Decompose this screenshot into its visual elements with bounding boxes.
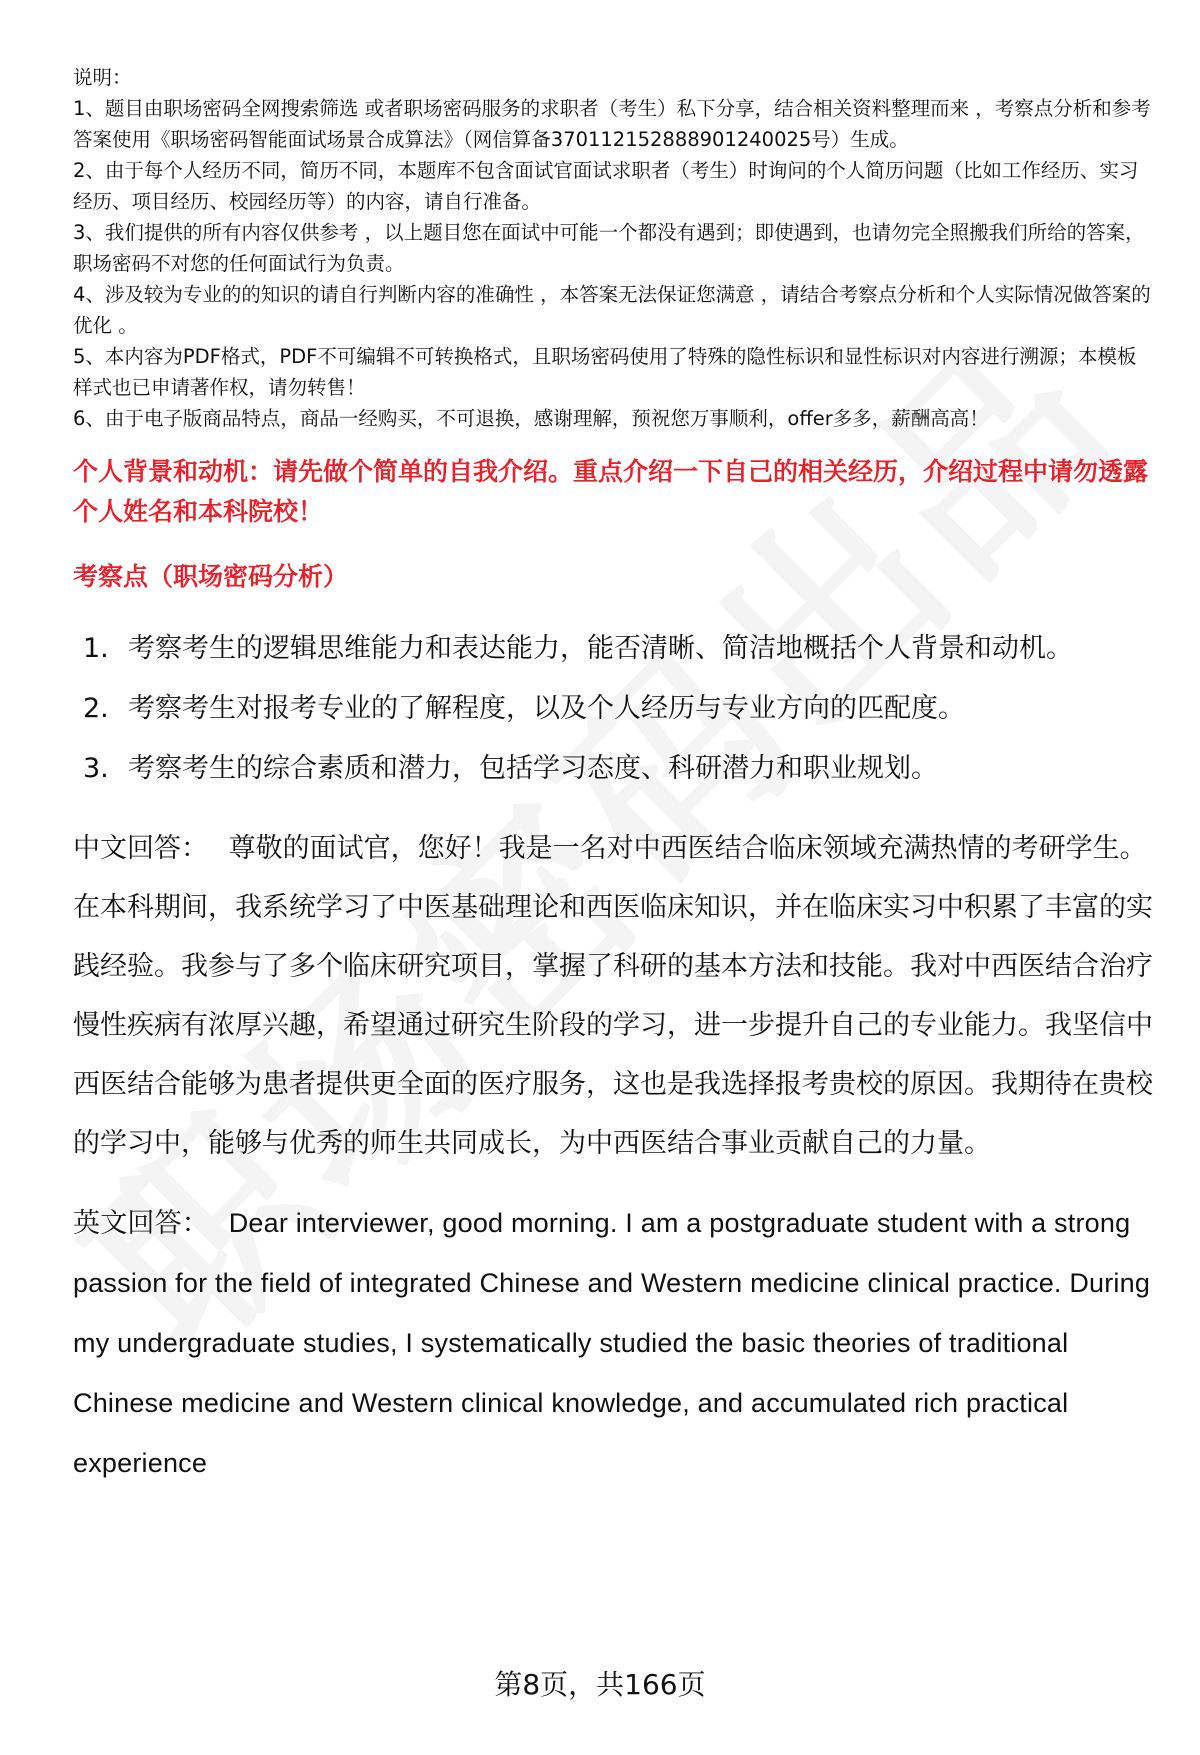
note-item: 4、涉及较为专业的的知识的请自行判断内容的准确性 ，本答案无法保证您满意 ，请结合考察点分析和个人实际情况做答案的优化 。 xyxy=(73,283,1151,337)
analysis-point xyxy=(73,679,1155,739)
analysis-point xyxy=(73,619,1155,679)
note-item: 1、题目由职场密码全网搜索筛选 或者职场密码服务的求职者（考生）私下分享，结合相关资料整理而来 ，考察点分析和参考答案使用《职场密码智能面试场景合成算法》（网信算备370112152888901240025号）生成。 xyxy=(73,97,1151,151)
point-text: 考察考生的综合素质和潜力，包括学习态度、科研潜力和职业规划。 xyxy=(128,753,938,784)
notes-heading: 说明： xyxy=(73,66,132,89)
chinese-answer xyxy=(73,819,1155,1173)
point-text: 考察考生的逻辑思维能力和表达能力，能否清晰、简洁地概括个人背景和动机。 xyxy=(128,633,1073,664)
english-answer-label: 英文回答： xyxy=(73,1208,209,1238)
note-item: 2、由于每个人经历不同，简历不同，本题库不包含面试官面试求职者（考生）时询问的个人简历问题（比如工作经历、实习经历、项目经历、校园经历等）的内容，请自行准备。 xyxy=(73,159,1139,213)
notes-section xyxy=(73,62,1155,434)
interview-question: 个人背景和动机：请先做个简单的自我介绍。重点介绍一下自己的相关经历，介绍过程中请勿透露个人姓名和本科院校！ xyxy=(73,457,1149,526)
chinese-answer-label: 中文回答： xyxy=(73,833,208,864)
note-item: 3、我们提供的所有内容仅供参考 ，以上题目您在面试中可能一个都没有遇到；即使遇到，也请勿完全照搬我们所给的答案，职场密码不对您的任何面试行为负责。 xyxy=(73,221,1145,275)
page-content xyxy=(73,62,1155,1493)
point-number: 3. xyxy=(83,753,109,784)
page-number: 第8页，共166页 xyxy=(494,1668,706,1701)
analysis-title: 考察点（职场密码分析） xyxy=(73,562,349,591)
point-number: 2. xyxy=(83,693,109,724)
point-text: 考察考生对报考专业的了解程度，以及个人经历与专业方向的匹配度。 xyxy=(128,693,965,724)
english-answer xyxy=(73,1193,1155,1493)
point-number: 1. xyxy=(83,633,109,664)
chinese-answer-text: 尊敬的面试官，您好！我是一名对中西医结合临床领域充满热情的考研学生。在本科期间，我系统学习了中医基础理论和西医临床知识，并在临床实习中积累了丰富的实践经验。我参与了多个临床研究项目，掌握了科研的基本方法和技能。我对中西医结合治疗慢性疾病有浓厚兴趣，希望通过研究生阶段的学习，进一步提升自己的专业能力。我坚信中西医结合能够为患者提供更全面的医疗服务，这也是我选择报考贵校的原因。我期待在贵校的学习中，能够与优秀的师生共同成长，为中西医结合事业贡献自己的力量。 xyxy=(73,833,1153,1159)
analysis-points xyxy=(73,619,1155,799)
note-item: 5、本内容为PDF格式，PDF不可编辑不可转换格式，且职场密码使用了特殊的隐性标识和显性标识对内容进行溯源；本模板样式也已申请著作权，请勿转售！ xyxy=(73,345,1137,399)
analysis-point xyxy=(73,739,1155,799)
note-item: 6、由于电子版商品特点，商品一经购买，不可退换，感谢理解，预祝您万事顺利，offer多多，薪酬高高！ xyxy=(73,407,989,430)
english-answer-text: Dear interviewer, good morning. I am a postgraduate student with a strong passion for the field of integrated Chinese and Western medicine clinical practice. During my undergraduate studies, I systematically studied the basic theories of traditional Chinese medicine and Western clinical knowledge, and accumulated rich practical experience xyxy=(73,1208,1151,1478)
